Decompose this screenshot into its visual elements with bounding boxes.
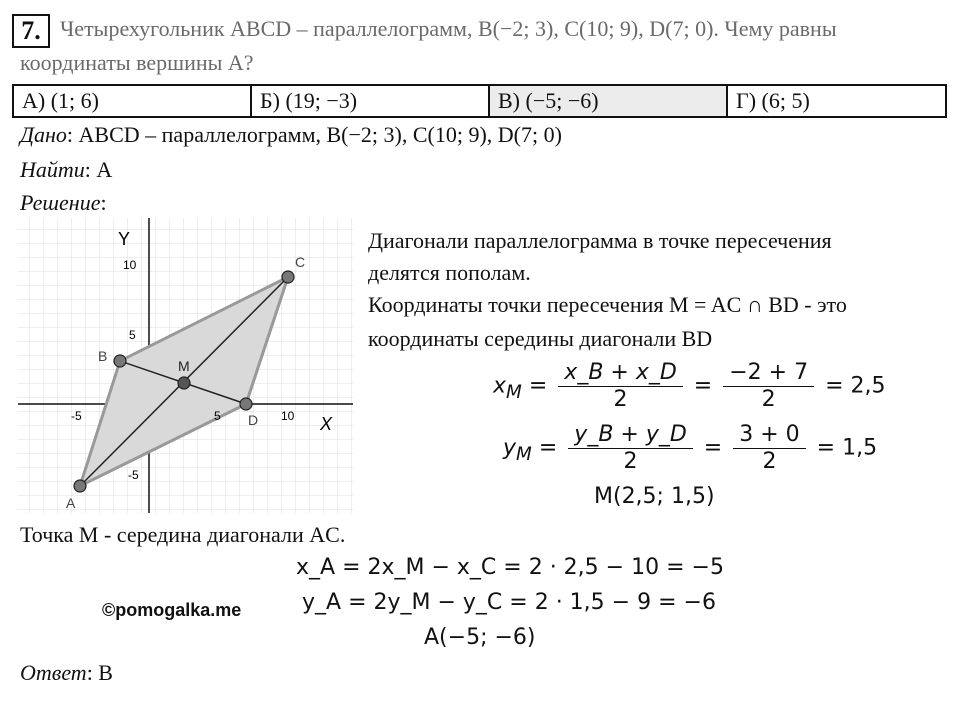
find-line bbox=[20, 157, 112, 183]
vertex-label-c: C bbox=[295, 254, 306, 270]
vertex-label-d: D bbox=[248, 412, 259, 428]
vertex-label-m: M bbox=[178, 358, 190, 374]
answer-label: Ответ bbox=[20, 660, 87, 685]
eq-xm-result: = 2,5 bbox=[825, 373, 886, 399]
find-text: : A bbox=[84, 157, 113, 182]
eq-xm-lhs: x bbox=[493, 373, 507, 399]
question-text-line2: координаты вершины A? bbox=[20, 50, 254, 75]
question-number: 7. bbox=[12, 14, 50, 48]
eq-xm-fraction2 bbox=[723, 360, 814, 413]
midpoint-note: Точка M - середина диагонали AC. bbox=[20, 522, 346, 547]
answer-option-g[interactable]: Г) (6; 5) bbox=[727, 85, 946, 117]
given-text: : ABCD – параллелограмм, B(−2; 3), C(10; 9), D(7; 0) bbox=[66, 122, 562, 147]
eq-ym-fraction2 bbox=[733, 422, 805, 475]
eq-xm-num2: −2 + 7 bbox=[723, 360, 814, 387]
answer-option-v[interactable]: В) (−5; −6) bbox=[489, 85, 727, 117]
eq-xm-num1: x_B + x_D bbox=[558, 360, 683, 387]
tick-y-5: 5 bbox=[129, 328, 136, 342]
answer-line bbox=[20, 660, 113, 686]
vertex-label-a: A bbox=[66, 495, 76, 511]
point-m-result: M(2,5; 1,5) bbox=[594, 484, 715, 509]
eq-ym-den1: 2 bbox=[623, 449, 638, 474]
explanation-line2: делятся пополам. bbox=[368, 260, 531, 285]
explanation-line4: координаты середины диагонали BD bbox=[368, 326, 713, 351]
point-a bbox=[74, 480, 86, 492]
watermark: ©pomogalka.me bbox=[102, 600, 242, 620]
find-label: Найти bbox=[20, 157, 85, 182]
tick-x-neg5: -5 bbox=[71, 409, 82, 423]
eq-ym-result: = 1,5 bbox=[816, 435, 878, 461]
solution-text: : bbox=[100, 190, 107, 215]
vertex-label-b: B bbox=[98, 348, 108, 364]
answer-option-b[interactable]: Б) (19; −3) bbox=[251, 85, 489, 117]
eq-xm-den1: 2 bbox=[613, 387, 628, 412]
point-b bbox=[114, 355, 126, 367]
eq-ym-num2: 3 + 0 bbox=[733, 422, 805, 449]
y-axis-label: Y bbox=[118, 229, 131, 249]
eq-ym-den2: 2 bbox=[762, 449, 777, 474]
eq-ym-fraction1 bbox=[568, 422, 693, 475]
equation-ya: y_A = 2y_M − y_C = 2 · 1,5 − 9 = −6 bbox=[302, 590, 716, 615]
answer-text: : В bbox=[86, 660, 113, 685]
equation-xm: $x_M$ = $\frac{x\_B + x\_D}{2}$ = $\frac{-2 + 7}{2}$ = 2,5 bbox=[493, 360, 886, 412]
tick-y-10: 10 bbox=[123, 258, 137, 272]
tick-x-5: 5 bbox=[214, 409, 221, 423]
explanation-line1: Диагонали параллелограмма в точке пересечения bbox=[368, 228, 832, 253]
eq-ym-lhs-sub: M bbox=[516, 443, 532, 465]
question-text-line1: Четырехугольник ABCD – параллелограмм, B(−2; 3), C(10; 9), D(7; 0). Чему равны bbox=[60, 16, 837, 41]
coordinate-graph bbox=[18, 218, 358, 518]
point-a-result: A(−5; −6) bbox=[424, 625, 536, 650]
answer-options-table bbox=[12, 84, 947, 118]
tick-x-10: 10 bbox=[281, 409, 295, 423]
point-c bbox=[282, 271, 294, 283]
explanation-line3: Координаты точки пересечения M = AC ∩ BD - это bbox=[368, 292, 847, 317]
point-m bbox=[178, 377, 190, 389]
solution-label: Решение bbox=[20, 190, 101, 215]
tick-y-neg5: -5 bbox=[128, 468, 139, 482]
given-label: Дано bbox=[20, 122, 67, 147]
answer-option-a[interactable]: А) (1; 6) bbox=[13, 85, 251, 117]
equation-ym: $y_M$ = $\frac{y\_B + y\_D}{2}$ = $\frac{3 + 0}{2}$ = 1,5 bbox=[503, 422, 878, 474]
eq-ym-lhs: y bbox=[503, 435, 517, 461]
solution-line bbox=[20, 190, 107, 216]
given-line bbox=[20, 122, 562, 148]
equation-xa: x_A = 2x_M − x_C = 2 · 2,5 − 10 = −5 bbox=[296, 555, 724, 580]
eq-xm-fraction1 bbox=[558, 360, 683, 413]
eq-ym-num1: y_B + y_D bbox=[568, 422, 693, 449]
eq-xm-lhs-sub: M bbox=[506, 381, 522, 403]
point-d bbox=[240, 398, 252, 410]
eq-xm-den2: 2 bbox=[761, 387, 776, 412]
x-axis-label: X bbox=[320, 414, 333, 434]
